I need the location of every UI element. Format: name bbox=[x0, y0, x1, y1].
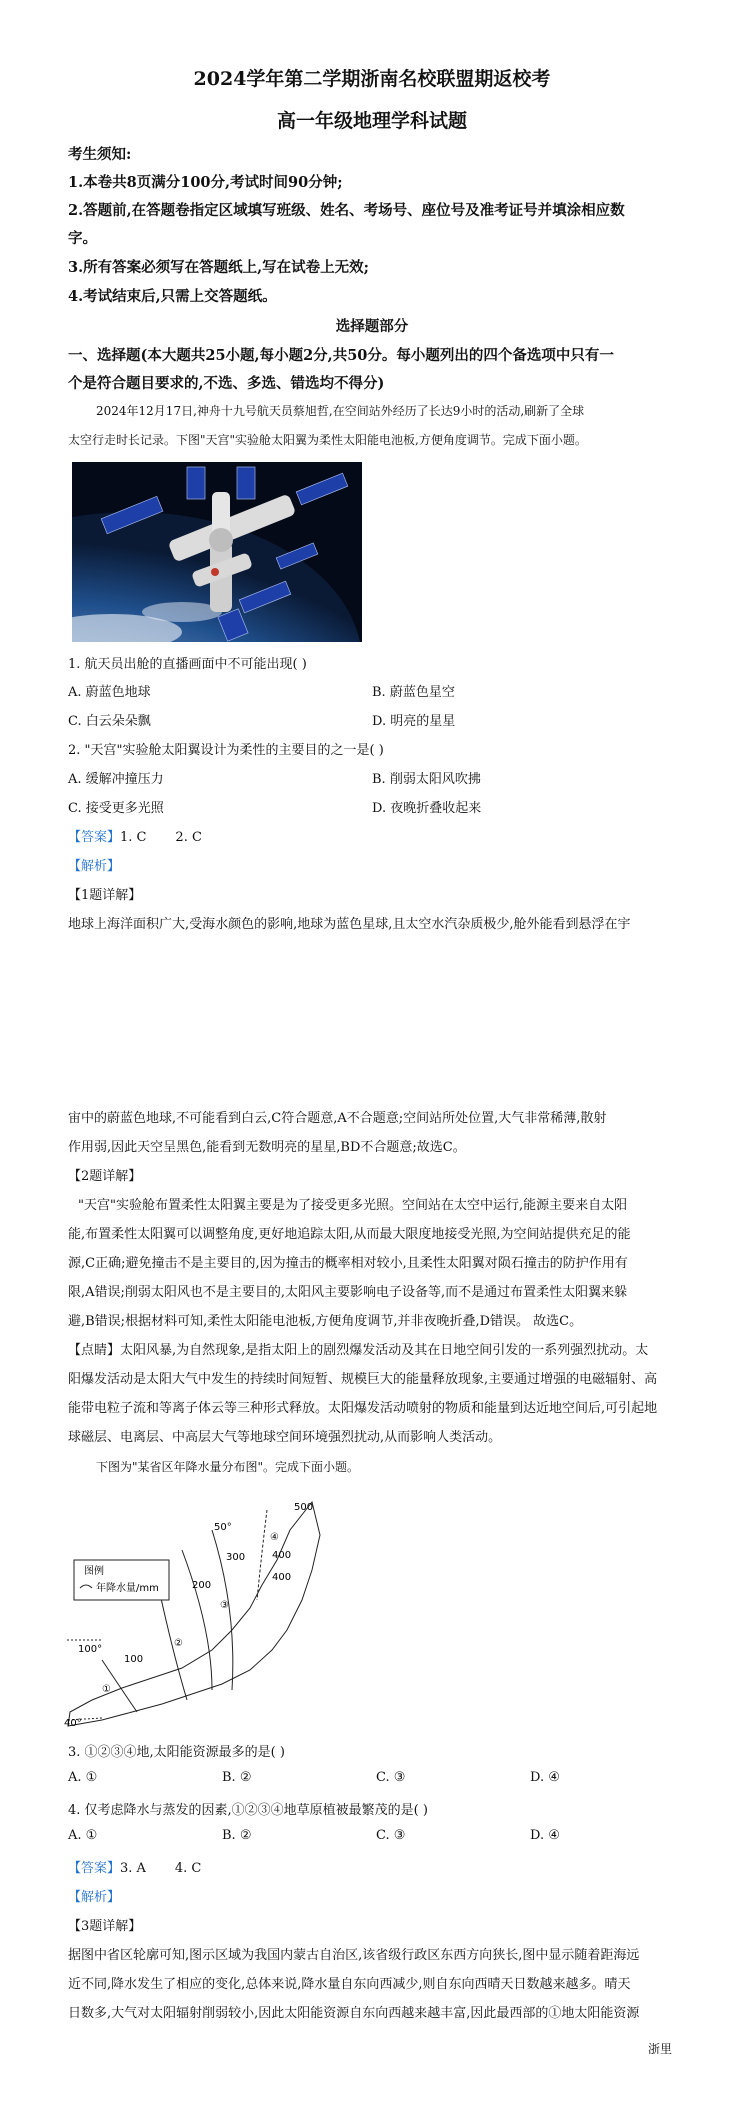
passage2: 下图为"某省区年降水量分布图"。完成下面小题。 bbox=[96, 1460, 360, 1474]
map-label-site3: ③ bbox=[220, 1600, 229, 1611]
detail1-line3: 作用弱,因此天空呈黑色,能看到无数明亮的星星,BD不合题意;故选C。 bbox=[68, 1140, 466, 1155]
map-label-500: 500 bbox=[294, 1502, 314, 1513]
tip-text-1: 太阳风暴,为自然现象,是指太阳上的剧烈爆发活动及其在日地空间引发的一系列强烈扰动。太 bbox=[120, 1343, 649, 1358]
detail2-line3: 源,C正确;避免撞击不是主要目的,因为撞击的概率相对较小,且柔性太阳翼对陨石撞击的防护作用有 bbox=[68, 1256, 628, 1271]
answer2-row bbox=[68, 1857, 201, 1876]
q2-option-a: A. 缓解冲撞压力 bbox=[68, 772, 164, 787]
detail2-line5: 避,B错误;根据材料可知,柔性太阳能电池板,方便角度调节,并非夜晚折叠,D错误。 故选C。 bbox=[68, 1314, 583, 1329]
part-title: 选择题部分 bbox=[335, 318, 409, 335]
answer1-label: 【答案】 bbox=[68, 830, 121, 845]
meridian-line bbox=[257, 1510, 267, 1600]
answer1-analysis: 【解析】 bbox=[68, 859, 121, 874]
detail1-line2: 宙中的蔚蓝色地球,不可能看到白云,C符合题意,A不合题意;空间站所处位置,大气非常稀薄,散射 bbox=[68, 1111, 607, 1126]
notice-item-1: 1.本卷共8页满分100分,考试时间90分钟; bbox=[68, 174, 343, 191]
notice-item-4: 4.考试结束后,只需上交答题纸。 bbox=[68, 288, 277, 305]
q4-option-b: B. ② bbox=[222, 1828, 252, 1843]
q4-option-a: A. ① bbox=[68, 1828, 98, 1843]
map-label-300: 300 bbox=[226, 1552, 246, 1563]
section-heading-cont: 个是符合题目要求的,不选、多选、错选均不得分) bbox=[68, 375, 385, 392]
passage1-line2: 太空行走时长记录。下图"天宫"实验舱太阳翼为柔性太阳能电池板,方便角度调节。完成下面小题。 bbox=[68, 433, 587, 447]
answer1-values: 1. C 2. C bbox=[120, 830, 202, 845]
notice-item-2-cont: 字。 bbox=[68, 230, 97, 247]
passage1-line1: 2024年12月17日,神舟十九号航天员蔡旭哲,在空间站外经历了长达9小时的活动,刷新了全球 bbox=[96, 404, 585, 418]
q4-stem: 4. 仅考虑降水与蒸发的因素,①②③④地草原植被最繁茂的是( ) bbox=[68, 1803, 428, 1818]
q2-option-d: D. 夜晚折叠收起来 bbox=[372, 801, 482, 816]
q1-option-b: B. 蔚蓝色星空 bbox=[372, 685, 455, 700]
q3-option-c: C. ③ bbox=[376, 1770, 406, 1785]
answer2-label: 【答案】 bbox=[68, 1861, 121, 1876]
q2-option-c: C. 接受更多光照 bbox=[68, 801, 164, 816]
detail2-line1: "天宫"实验舱布置柔性太阳翼主要是为了接受更多光照。空间站在太空中运行,能源主要来自太阳 bbox=[78, 1198, 628, 1213]
detail1-title: 【1题详解】 bbox=[68, 888, 142, 903]
notice-item-3: 3.所有答案必须写在答题纸上,写在试卷上无效; bbox=[68, 259, 370, 276]
q4-option-d: D. ④ bbox=[530, 1828, 560, 1843]
exam-subtitle: 高一年级地理学科试题 bbox=[276, 110, 467, 132]
map-label-400b: 400 bbox=[272, 1572, 292, 1583]
answer2-analysis: 【解析】 bbox=[68, 1890, 121, 1905]
map-label-400a: 400 bbox=[272, 1550, 292, 1561]
tip-line2: 阳爆发活动是太阳大气中发生的持续时间短暂、规模巨大的能量释放现象,主要通过增强的电磁辐射、高 bbox=[68, 1372, 658, 1387]
detail3-line2: 近不同,降水发生了相应的变化,总体来说,降水量自东向西减少,则自东向西晴天日数越来越多。晴天 bbox=[68, 1977, 631, 1992]
q4-option-c: C. ③ bbox=[376, 1828, 406, 1843]
detail3-title: 【3题详解】 bbox=[68, 1919, 142, 1934]
detail1-line1: 地球上海洋面积广大,受海水颜色的影响,地球为蓝色星球,且太空水汽杂质极少,舱外能看到悬浮在宇 bbox=[68, 917, 631, 932]
q1-option-c: C. 白云朵朵飘 bbox=[68, 714, 151, 729]
tip-line1 bbox=[68, 1339, 648, 1358]
map-label-site4: ④ bbox=[270, 1532, 279, 1543]
q3-option-b: B. ② bbox=[222, 1770, 252, 1785]
q1-option-d: D. 明亮的星星 bbox=[372, 714, 456, 729]
map-label-site2: ② bbox=[174, 1638, 183, 1649]
tip-line3: 能带电粒子流和等离子体云等三种形式释放。太阳爆发活动喷射的物质和能量到达近地空间后,可引起地 bbox=[68, 1401, 658, 1416]
detail2-line4: 限,A错误;削弱太阳风也不是主要目的,太阳风主要影响电子设备等,而不是通过布置柔性太阳翼来躲 bbox=[68, 1285, 628, 1300]
map-label-100: 100 bbox=[124, 1654, 144, 1665]
answer2-values: 3. A 4. C bbox=[120, 1861, 202, 1876]
footer-mark: 浙里 bbox=[648, 2042, 673, 2056]
map-legend-item: 年降水量/mm bbox=[96, 1583, 159, 1594]
tip-line4: 球磁层、电离层、中高层大气等地球空间环境强烈扰动,从而影响人类活动。 bbox=[68, 1430, 502, 1445]
space-station-photo bbox=[72, 462, 362, 642]
map-legend-title: 图例 bbox=[84, 1566, 104, 1577]
q1-stem: 1. 航天员出舱的直播画面中不可能出现( ) bbox=[68, 657, 307, 672]
isoline-300 bbox=[182, 1550, 212, 1690]
q3-option-d: D. ④ bbox=[530, 1770, 560, 1785]
map-label-lat50: 50° bbox=[214, 1522, 232, 1533]
tip-label: 【点睛】 bbox=[68, 1343, 121, 1358]
detail3-line3: 日数多,大气对太阳辐射削弱较小,因此太阳能资源自东向西越来越丰富,因此最西部的①地太阳能资源 bbox=[68, 2006, 640, 2021]
map-label-200: 200 bbox=[192, 1580, 212, 1591]
map-label-site1: ① bbox=[102, 1684, 111, 1695]
detail2-line2: 能,布置柔性太阳翼可以调整角度,更好地追踪太阳,从而最大限度地接受光照,为空间站提供充足的能 bbox=[68, 1227, 631, 1242]
q1-option-a: A. 蔚蓝色地球 bbox=[68, 685, 151, 700]
notice-heading: 考生须知: bbox=[68, 146, 132, 163]
q2-stem: 2. "天宫"实验舱太阳翼设计为柔性的主要目的之一是( ) bbox=[68, 743, 384, 758]
detail3-line1: 据图中省区轮廓可知,图示区域为我国内蒙古自治区,该省级行政区东西方向狭长,图中显示随着距海远 bbox=[68, 1948, 640, 1963]
answer1-row bbox=[68, 826, 202, 845]
section-heading: 一、选择题(本大题共25小题,每小题2分,共50分。每小题列出的四个备选项中只有一 bbox=[68, 347, 614, 364]
precipitation-map bbox=[62, 1490, 332, 1730]
map-label-lon100: 100° bbox=[78, 1644, 103, 1655]
notice-item-2: 2.答题前,在答题卷指定区域填写班级、姓名、考场号、座位号及准考证号并填涂相应数 bbox=[68, 202, 625, 219]
detail2-title: 【2题详解】 bbox=[68, 1169, 142, 1184]
exam-title: 2024学年第二学期浙南名校联盟期返校考 bbox=[193, 68, 551, 90]
q3-stem: 3. ①②③④地,太阳能资源最多的是( ) bbox=[68, 1745, 285, 1760]
map-label-lat40: 40° bbox=[64, 1718, 82, 1729]
q3-option-a: A. ① bbox=[68, 1770, 98, 1785]
q2-option-b: B. 削弱太阳风吹拂 bbox=[372, 772, 481, 787]
